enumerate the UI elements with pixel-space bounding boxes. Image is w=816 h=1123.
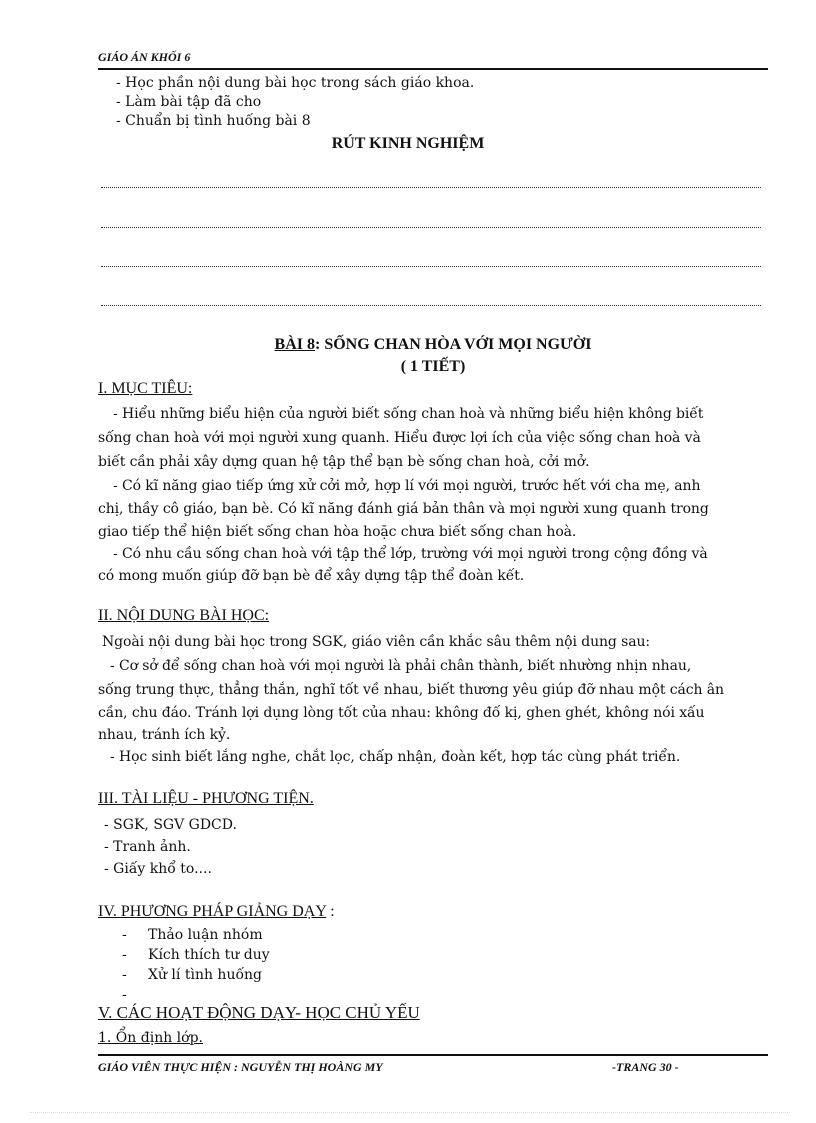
lesson-label: BÀI 8: [274, 336, 315, 353]
methods-colon: :: [326, 903, 335, 920]
dotted-line: [101, 305, 761, 306]
objective-line: có mong muốn giúp đỡ bạn bè để xây dựng tập thể đoàn kết.: [98, 568, 525, 584]
method-item: - Xử lí tình huống: [122, 967, 263, 983]
review-title: RÚT KINH NGHIỆM: [331, 135, 485, 152]
footer-page-number: -TRANG 30 -: [612, 1060, 679, 1074]
material-item: - Giấy khổ to....: [104, 861, 212, 877]
objective-line: biết cần phải xây dựng quan hệ tập thể bạn bè sống chan hoà, cởi mở.: [98, 454, 590, 470]
method-item: - Thảo luận nhóm: [122, 927, 263, 943]
section-heading-activities: V. CÁC HOẠT ĐỘNG DẠY- HỌC CHỦ YẾU: [98, 1003, 420, 1022]
objective-line: sống chan hoà với mọi người xung quanh. Hiểu được lợi ích của việc sống chan hoà và: [98, 430, 701, 446]
lesson-duration: ( 1 TIẾT): [400, 358, 466, 375]
method-text: Xử lí tình huống: [148, 967, 263, 983]
objective-line: giao tiếp thể hiện biết sống chan hòa hoặc chưa biết sống chan hoà.: [98, 524, 577, 540]
page-bottom-dots: [30, 1112, 790, 1113]
dotted-line: [101, 187, 761, 188]
content-line: nhau, tránh ích kỷ.: [98, 727, 231, 743]
content-line: cần, chu đáo. Tránh lợi dụng lòng tốt của nhau: không đố kị, ghen ghét, không nói xấu: [98, 705, 705, 721]
prep-item: - Làm bài tập đã cho: [116, 94, 262, 110]
objective-line: chị, thầy cô giáo, bạn bè. Có kĩ năng đánh giá bản thân và mọi người xung quanh trong: [98, 501, 709, 517]
content-line: sống trung thực, thẳng thắn, nghĩ tốt về nhau, biết thương yêu giúp đỡ nhau một cách ân: [98, 682, 724, 698]
footer-teacher: GIÁO VIÊN THỰC HIỆN : NGUYỄN THỊ HOÀNG MY: [98, 1060, 383, 1074]
dotted-line: [101, 227, 761, 228]
section-heading-materials: III. TÀI LIỆU - PHƯƠNG TIỆN.: [98, 790, 314, 807]
method-item: -: [122, 987, 127, 1003]
objective-line: - Có kĩ năng giao tiếp ứng xử cởi mở, hợp lí với mọi người, trước hết với cha mẹ, anh: [113, 478, 701, 494]
content-line: Ngoài nội dung bài học trong SGK, giáo viên cần khắc sâu thêm nội dung sau:: [102, 634, 651, 650]
objective-line: - Hiểu những biểu hiện của người biết sống chan hoà và những biểu hiện không biết: [113, 406, 704, 422]
section-heading-content: II. NỘI DUNG BÀI HỌC:: [98, 607, 270, 624]
section-heading-methods: IV. PHƯƠNG PHÁP GIẢNG DẠY: [98, 903, 327, 920]
lesson-title: [0, 336, 816, 354]
header-rule: [98, 68, 768, 70]
section-heading-methods-wrap: [98, 903, 335, 921]
objective-line: - Có nhu cầu sống chan hoà với tập thể lớp, trường với mọi người trong cộng đồng và: [113, 546, 708, 562]
content-line: - Cơ sở để sống chan hoà với mọi người là phải chân thành, biết nhường nhịn nhau,: [110, 658, 692, 674]
footer-rule: [98, 1054, 768, 1056]
prep-item: - Học phần nội dung bài học trong sách giáo khoa.: [116, 75, 475, 91]
method-text: Kích thích tư duy: [148, 947, 270, 963]
page-header-title: GIÁO ÁN KHỐI 6: [98, 50, 191, 64]
activity-subheading: 1. Ổn định lớp.: [98, 1030, 203, 1046]
method-item: - Kích thích tư duy: [122, 947, 270, 963]
content-line: - Học sinh biết lắng nghe, chắt lọc, chấp nhận, đoàn kết, hợp tác cùng phát triển.: [110, 749, 681, 765]
prep-item: - Chuẩn bị tình huống bài 8: [116, 113, 311, 129]
method-text: Thảo luận nhóm: [148, 927, 263, 943]
section-heading-objectives: I. MỤC TIÊU:: [98, 380, 193, 397]
material-item: - SGK, SGV GDCD.: [104, 817, 237, 833]
material-item: - Tranh ảnh.: [104, 839, 191, 855]
lesson-title-text: : SỐNG CHAN HÒA VỚI MỌI NGƯỜI: [314, 336, 592, 353]
dotted-line: [101, 266, 761, 267]
